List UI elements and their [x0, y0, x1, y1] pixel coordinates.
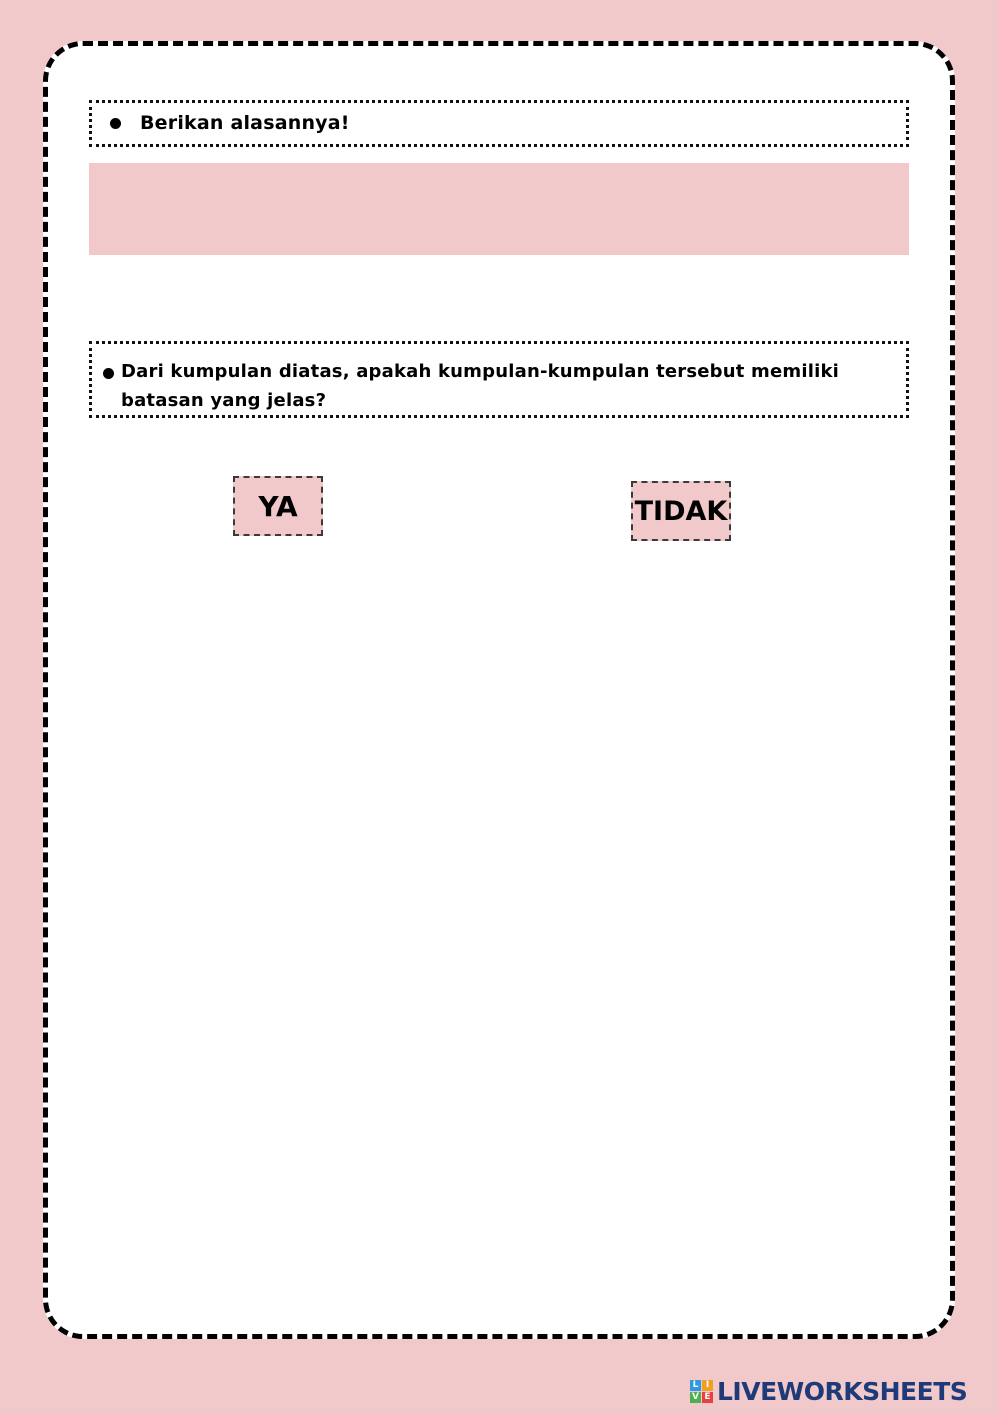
logo-letter: V [690, 1392, 701, 1403]
option-ya-button[interactable]: YA [233, 476, 323, 536]
bullet-icon [110, 118, 121, 129]
logo-letter: L [690, 1380, 701, 1391]
question-2-text: Dari kumpulan diatas, apakah kumpulan-kumpulan tersebut memiliki batasan yang jelas? [121, 361, 840, 411]
logo-letter: E [702, 1392, 713, 1403]
liveworksheets-brand [690, 1373, 967, 1409]
question-1-box [89, 100, 909, 147]
logo-letter: I [702, 1380, 713, 1391]
brand-name: LIVEWORKSHEETS [717, 1376, 968, 1406]
answer-text-field[interactable] [89, 163, 909, 255]
bullet-icon [103, 368, 114, 379]
liveworksheets-logo-icon [690, 1380, 713, 1403]
question-2-box [89, 341, 909, 418]
option-tidak-button[interactable]: TIDAK [631, 481, 731, 541]
question-1-text: Berikan alasannya! [140, 112, 350, 134]
